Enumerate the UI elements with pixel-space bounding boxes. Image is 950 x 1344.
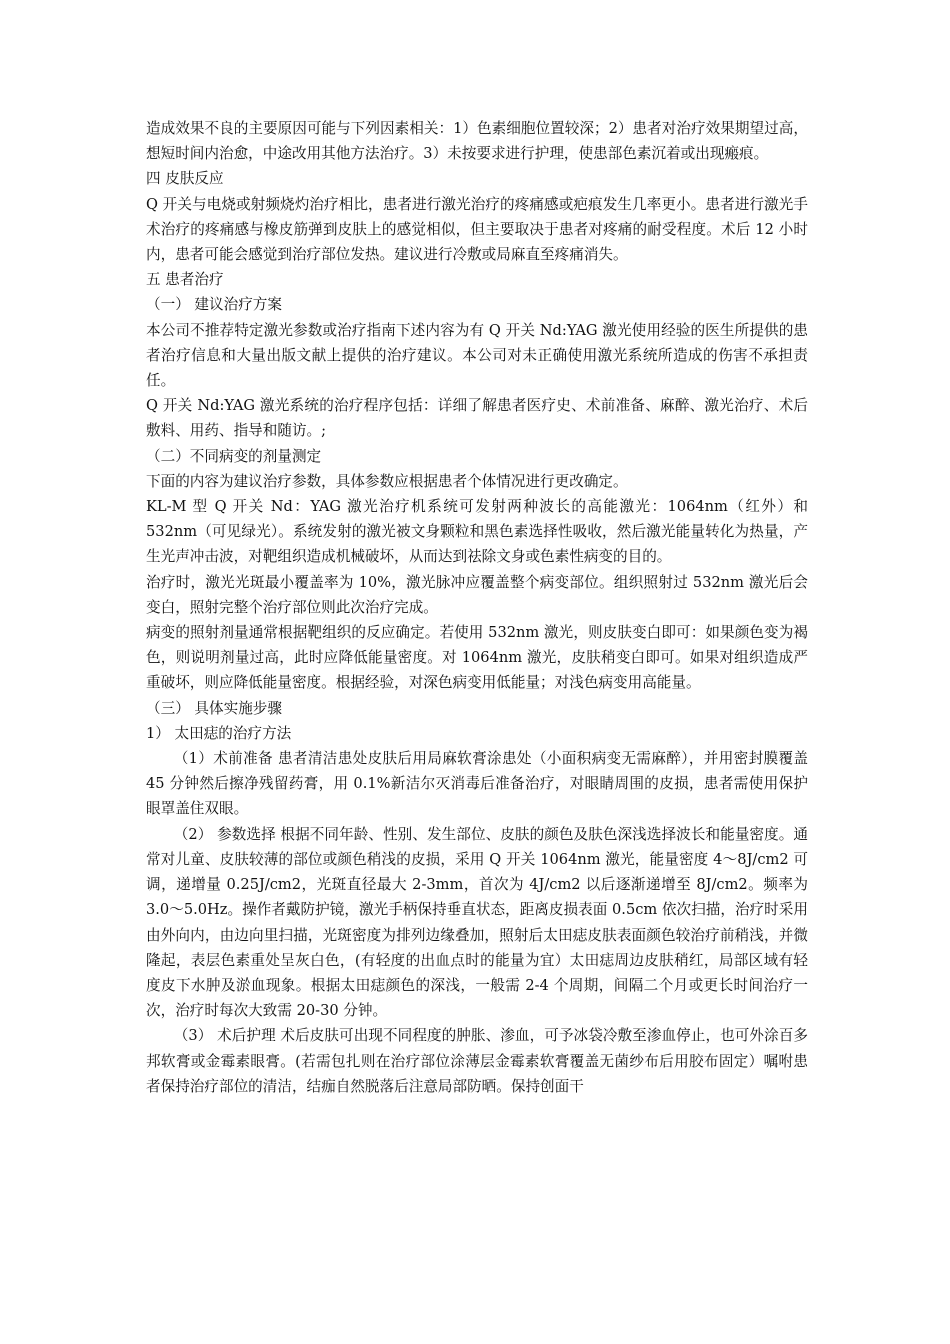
paragraph-skin-reaction: Q 开关与电烧或射频烧灼治疗相比，患者进行激光治疗的疼痛感或疤痕发生几率更小。患者进行激光手术治疗的疼痛感与橡皮筋弹到皮肤上的感觉相似，但主要取决于患者对疼痛的耐受程度。术后 12 小时内，患者可能会感觉到治疗部位发热。建议进行冷敷或局麻直至疼痛消失。: [146, 195, 808, 264]
paragraph-postoperative-care: （3） 术后护理 术后皮肤可出现不同程度的肿胀、渗血，可予冰袋冷敷至渗血停止，也可外涂百多邦软膏或金霉素眼膏。(若需包扎则在治疗部位涂薄层金霉素软膏覆盖无菌纱布后用胶布固定）嘱咐患者保持治疗部位的清洁，结痂自然脱落后注意局部防晒。保持创面干: [146, 1027, 808, 1095]
paragraph-treatment-procedure: Q 开关 Nd:YAG 激光系统的治疗程序包括：详细了解患者医疗史、术前准备、麻醉、激光治疗、术后敷料、用药、指导和随访。;: [146, 397, 808, 440]
paragraph-preoperative-prep: （1）术前准备 患者清洁患处皮肤后用局麻软膏涂患处（小面积病变无需麻醉），并用密封膜覆盖 45 分钟然后擦净残留药膏，用 0.1%新洁尔灭消毒后准备治疗，对眼睛周围的皮损，患者需使用保护眼罩盖住双眼。: [146, 750, 808, 818]
heading-patient-treatment: 五 患者治疗: [146, 271, 224, 289]
paragraph-laser-system: KL-M 型 Q 开关 Nd：YAG 激光治疗机系统可发射两种波长的高能激光：1064nm（红外）和 532nm（可见绿光）。系统发射的激光被文身颗粒和黑色素选择性吸收，然后激光能量转化为热量，产生光声冲击波，对靶组织造成机械破坏，从而达到祛除文身或色素性病变的目的。: [146, 498, 808, 566]
paragraph-suggested-parameters: 下面的内容为建议治疗参数，具体参数应根据患者个体情况进行更改确定。: [146, 472, 628, 490]
paragraph-parameter-selection: （2） 参数选择 根据不同年龄、性别、发生部位、皮肤的颜色及肤色深浅选择波长和能量密度。通常对儿童、皮肤较薄的部位或颜色稍浅的皮损，采用 Q 开关 1064nm 激光，能量密度 4～8J/cm2 可调，递增量 0.25J/cm2，光斑直径最大 2-3mm，首次为 4J/cm2 以后逐渐递增至 8J/cm2。频率为 3.0～5.0Hz。操作者戴防护镜，激光手柄保持垂直状态，距离皮损表面 0.5cm 依次扫描，治疗时采用由外向内，由边向里扫描，光斑密度为排列边缘叠加，照射后太田痣皮肤表面颜色较治疗前稍浅，并微隆起，表层色素重处呈灰白色，(有轻度的出血点时的能量为宜）太田痣周边皮肤稍红，局部区域有轻度皮下水肿及淤血现象。根据太田痣颜色的深浅，一般需 2-4 个周期，间隔二个月或更长时间治疗一次，治疗时每次大致需 20-30 分钟。: [146, 825, 808, 1020]
paragraph-disclaimer: 本公司不推荐特定激光参数或治疗指南下述内容为有 Q 开关 Nd:YAG 激光使用经验的医生所提供的患者治疗信息和大量出版文献上提供的治疗建议。本公司对未正确使用激光系统所造成的伤害不承担责任。: [146, 321, 808, 390]
paragraph-spot-coverage: 治疗时，激光光斑最小覆盖率为 10%，激光脉冲应覆盖整个病变部位。组织照射过 532nm 激光后会变白，照射完整个治疗部位则此次治疗完成。: [146, 573, 808, 616]
subheading-implementation-steps: （三） 具体实施步骤: [146, 699, 282, 717]
paragraph-dose-response: 病变的照射剂量通常根据靶组织的反应确定。若使用 532nm 激光，则皮肤变白即可：如果颜色变为褐色，则说明剂量过高，此时应降低能量密度。对 1064nm 激光，皮肤稍变白即可。如果对组织造成严重破坏，则应降低能量密度。根据经验，对深色病变用低能量；对浅色病变用高能量。: [146, 624, 808, 692]
document-body: [146, 116, 808, 1099]
heading-skin-reaction: 四 皮肤反应: [146, 170, 224, 188]
paragraph-poor-results-causes: 造成效果不良的主要原因可能与下列因素相关：1）色素细胞位置较深；2）患者对治疗效果期望过高，想短时间内治愈，中途改用其他方法治疗。3）未按要求进行护理，使患部色素沉着或出现瘢痕。: [146, 120, 808, 163]
subheading-dose-determination: （二）不同病变的剂量测定: [146, 447, 322, 465]
subheading-recommended-plan: （一） 建议治疗方案: [146, 296, 282, 314]
step-nevus-of-ota: 1） 太田痣的治疗方法: [146, 724, 292, 742]
